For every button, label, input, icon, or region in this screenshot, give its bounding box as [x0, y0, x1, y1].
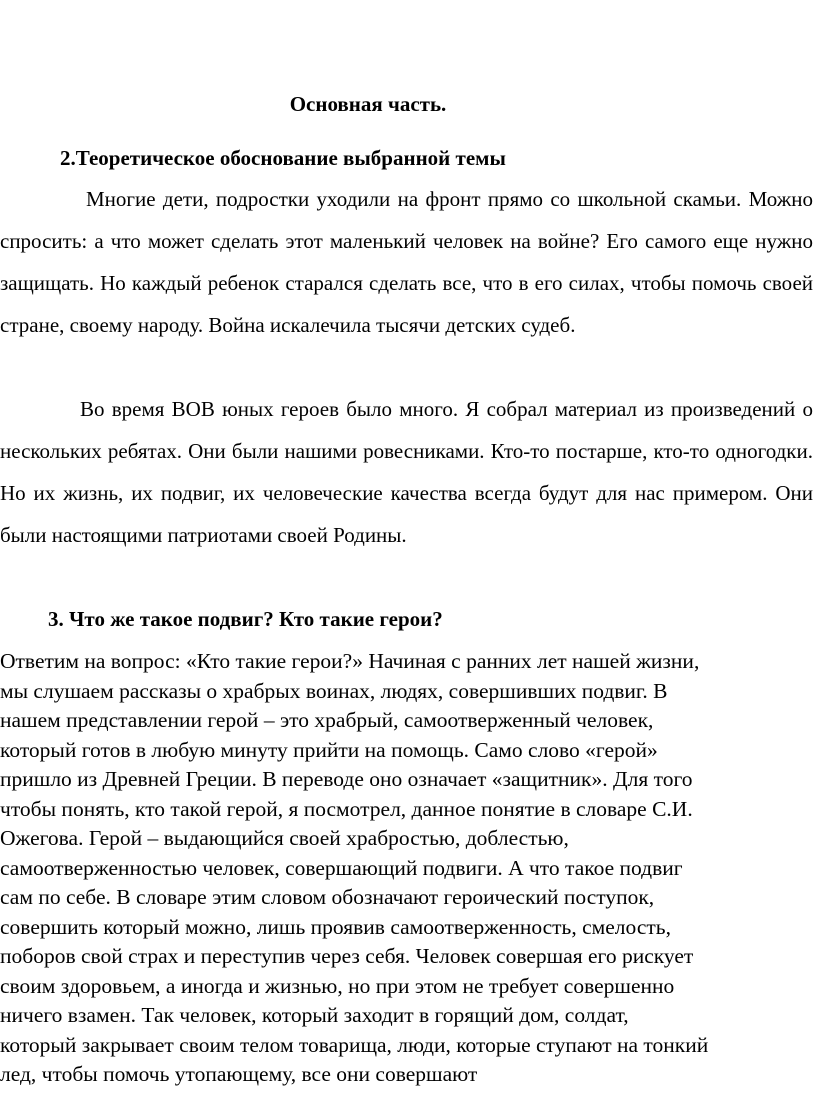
paragraph-2: Во время ВОВ юных героев было много. Я собрал материал из произведений о нескольких ребятах. Они были нашими ровесниками. Кто-то постарше, кто-то одногодки. Но их жизнь, их подвиг, их человеческие качества всегда будут для нас примером. Они были настоящими патриотами своей Родины. [0, 397, 813, 547]
paragraph-3-line: ничего взамен. Так человек, который заходит в горящий дом, солдат, [0, 1003, 629, 1027]
paragraph-3-line: который готов в любую минуту прийти на помощь. Само слово «герой» [0, 737, 658, 762]
paragraph-3-line: Ответим на вопрос: «Кто такие герои?» Начиная с ранних лет нашей жизни, [0, 649, 700, 673]
main-heading: Основная часть. [289, 92, 447, 116]
paragraph-3-line: чтобы понять, кто такой герой, я посмотрел, данное понятие в словаре С.И. [0, 796, 693, 821]
paragraph-3-line: сам по себе. В словаре этим словом обозначают героический поступок, [0, 885, 655, 909]
paragraph-3-line: который закрывает своим телом товарища, люди, которые ступают на тонкий [0, 1032, 709, 1057]
paragraph-1: Многие дети, подростки уходили на фронт прямо со школьной скамьи. Можно спросить: а что может сделать этот маленький человек на войне? Его самого еще нужно защищать. Но каждый ребенок старался сделать все, что в его силах, чтобы помочь своей стране, своему народу. Война искалечила тысячи детских судеб. [0, 187, 813, 337]
paragraph-3-line: нашем представлении герой – это храбрый, самоотверженный человек, [0, 708, 654, 732]
paragraph-3-line: Ожегова. Герой – выдающийся своей храбростью, доблестью, [0, 826, 569, 850]
paragraph-3-line: своим здоровьем, а иногда и жизнью, но при этом не требует совершенно [0, 973, 675, 998]
section-2-heading: 2.Теоретическое обоснование выбранной темы [60, 146, 506, 170]
paragraph-3-line: совершить который можно, лишь проявив самоотверженность, смелость, [0, 914, 671, 939]
paragraph-3-line: поборов свой страх и переступив через себя. Человек совершая его рискует [0, 944, 694, 968]
paragraph-3-line: лед, чтобы помочь утопающему, все они совершают [0, 1062, 478, 1086]
paragraph-3-line: мы слушаем рассказы о храбрых воинах, людях, совершивших подвиг. В [0, 678, 668, 703]
section-3-heading: 3. Что же такое подвиг? Кто такие герои? [48, 607, 443, 631]
paragraph-3 [0, 647, 816, 1090]
paragraph-3-line: самоотверженностью человек, совершающий подвиги. А что такое подвиг [0, 855, 683, 880]
paragraph-3-line: пришло из Древней Греции. В переводе оно означает «защитник». Для того [0, 767, 693, 791]
